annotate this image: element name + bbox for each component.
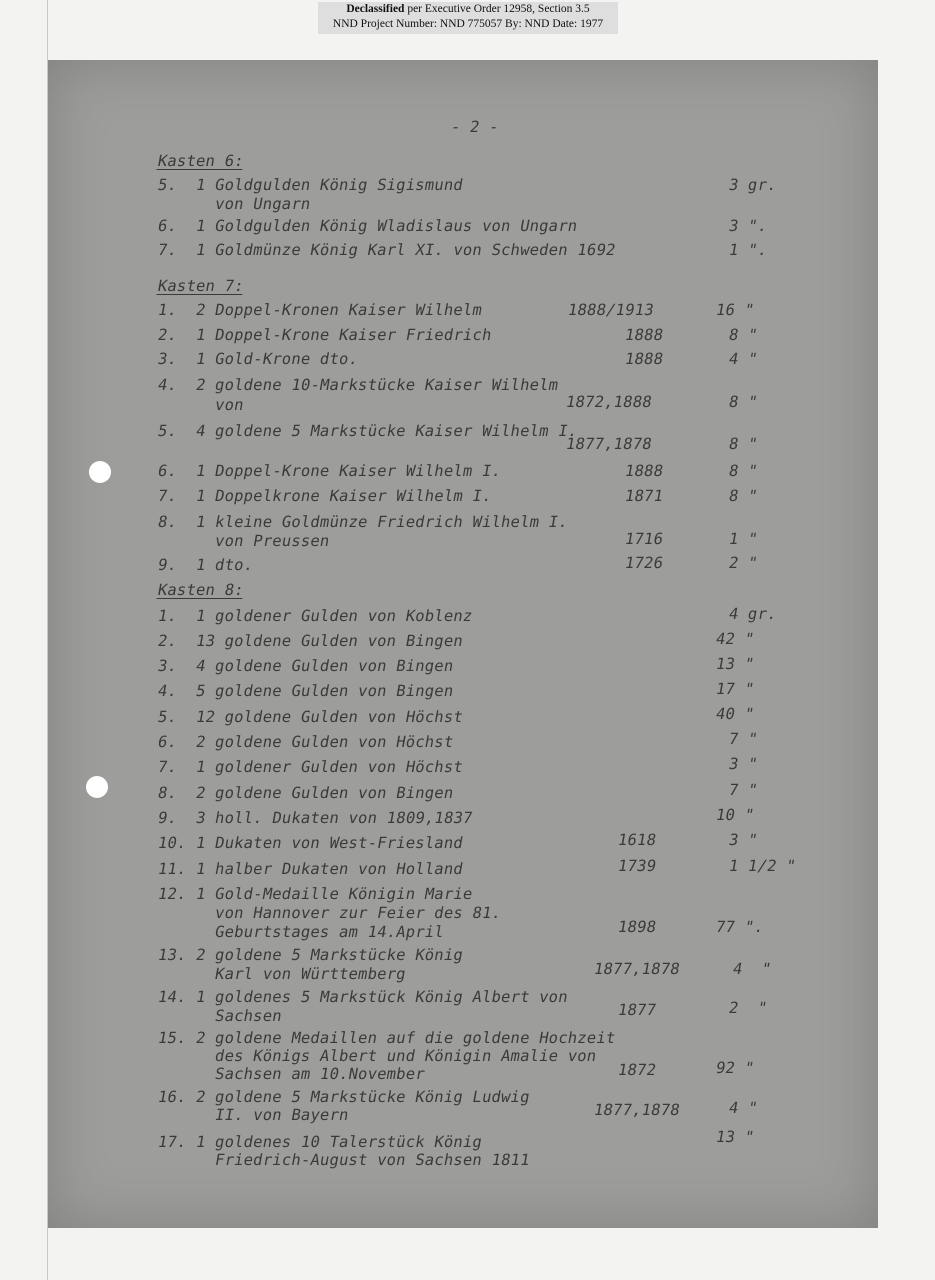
item-value: 7 " bbox=[727, 730, 760, 748]
item-year: 1888 bbox=[623, 350, 665, 368]
item-text: von Hannover zur Feier des 81. bbox=[156, 904, 503, 922]
item-value: 92 " bbox=[714, 1059, 756, 1077]
item-text: 8. 2 goldene Gulden von Bingen bbox=[156, 784, 456, 802]
item-text: 6. 2 goldene Gulden von Höchst bbox=[156, 733, 456, 751]
item-text: 15. 2 goldene Medaillen auf die goldene Hochzeit bbox=[156, 1029, 618, 1047]
item-text: 2. 1 Doppel-Krone Kaiser Friedrich bbox=[156, 326, 494, 344]
item-year: 1726 bbox=[623, 554, 665, 572]
item-value: 4 " bbox=[731, 960, 773, 978]
item-value: 8 " bbox=[727, 435, 760, 453]
item-value: 40 " bbox=[714, 705, 756, 723]
item-value: 8 " bbox=[727, 393, 760, 411]
item-text: 7. 1 Goldmünze König Karl XI. von Schweden 1692 bbox=[156, 241, 618, 259]
item-text: Sachsen am 10.November bbox=[156, 1065, 427, 1083]
item-year: 1877,1878 bbox=[592, 1101, 682, 1119]
item-year: 1716 bbox=[623, 530, 665, 548]
item-text: 17. 1 goldenes 10 Talerstück König bbox=[156, 1133, 484, 1151]
item-value: 10 " bbox=[714, 806, 756, 824]
section-heading: Kasten 8: bbox=[156, 581, 246, 599]
item-value: 13 " bbox=[714, 1128, 756, 1146]
item-text: 1. 2 Doppel-Kronen Kaiser Wilhelm bbox=[156, 301, 484, 319]
item-text: Geburtstages am 14.April bbox=[156, 923, 446, 941]
item-text: 13. 2 goldene 5 Markstücke König bbox=[156, 946, 465, 964]
item-text: 6. 1 Goldgulden König Wladislaus von Ungarn bbox=[156, 217, 579, 235]
item-value: 16 " bbox=[714, 301, 756, 319]
stamp-line-1 bbox=[318, 2, 618, 17]
item-text: 11. 1 halber Dukaten von Holland bbox=[156, 860, 465, 878]
item-text: 7. 1 Doppelkrone Kaiser Wilhelm I. bbox=[156, 487, 494, 505]
item-text: 5. 1 Goldgulden König Sigismund bbox=[156, 176, 465, 194]
item-text: 2. 13 goldene Gulden von Bingen bbox=[156, 632, 465, 650]
item-value: 8 " bbox=[727, 487, 760, 505]
item-value: 2 " bbox=[727, 554, 760, 572]
item-value: 2 " bbox=[727, 999, 769, 1017]
section-heading: Kasten 6: bbox=[156, 152, 246, 170]
item-value: 3 " bbox=[727, 831, 760, 849]
item-text: 4. 5 goldene Gulden von Bingen bbox=[156, 682, 456, 700]
item-value: 1 " bbox=[727, 530, 760, 548]
stamp-order: per Executive Order 12958, Section 3.5 bbox=[404, 3, 590, 15]
item-text: 3. 4 goldene Gulden von Bingen bbox=[156, 657, 456, 675]
item-year: 1872,1888 bbox=[564, 393, 654, 411]
item-text: des Königs Albert und Königin Amalie von bbox=[156, 1047, 599, 1065]
item-text: 14. 1 goldenes 5 Markstück König Albert von bbox=[156, 988, 570, 1006]
item-value: 42 " bbox=[714, 630, 756, 648]
item-year: 1739 bbox=[616, 857, 658, 875]
item-year: 1877,1878 bbox=[592, 960, 682, 978]
item-text: 9. 1 dto. bbox=[156, 556, 255, 574]
item-text: 1. 1 goldener Gulden von Koblenz bbox=[156, 607, 475, 625]
item-value: 8 " bbox=[727, 326, 760, 344]
item-value: 4 " bbox=[727, 350, 760, 368]
item-year: 1888 bbox=[623, 462, 665, 480]
item-value: 13 " bbox=[714, 655, 756, 673]
item-text: 16. 2 goldene 5 Markstücke König Ludwig bbox=[156, 1088, 532, 1106]
item-year: 1871 bbox=[623, 487, 665, 505]
section-heading: Kasten 7: bbox=[156, 277, 246, 295]
item-text: Friedrich-August von Sachsen 1811 bbox=[156, 1151, 532, 1169]
item-text: 5. 4 goldene 5 Markstücke Kaiser Wilhelm I. bbox=[156, 422, 579, 440]
item-text: von Preussen bbox=[156, 532, 332, 550]
item-text: 12. 1 Gold-Medaille Königin Marie bbox=[156, 885, 475, 903]
item-year: 1888/1913 bbox=[566, 301, 656, 319]
punch-hole-top bbox=[89, 461, 111, 483]
item-text: 4. 2 goldene 10-Markstücke Kaiser Wilhelm bbox=[156, 376, 560, 394]
item-text: Sachsen bbox=[156, 1007, 284, 1025]
item-value: 77 ". bbox=[714, 918, 766, 936]
item-value: 1 ". bbox=[727, 241, 769, 259]
item-year: 1877,1878 bbox=[564, 435, 654, 453]
declassification-stamp bbox=[318, 2, 618, 34]
item-value: 3 " bbox=[727, 755, 760, 773]
item-text: 8. 1 kleine Goldmünze Friedrich Wilhelm I. bbox=[156, 513, 570, 531]
item-value: 17 " bbox=[714, 680, 756, 698]
item-text: 9. 3 holl. Dukaten von 1809,1837 bbox=[156, 809, 475, 827]
page-number: - 2 - bbox=[449, 118, 501, 136]
item-value: 4 gr. bbox=[727, 605, 779, 623]
item-text: von Ungarn bbox=[156, 195, 313, 213]
item-text: 7. 1 goldener Gulden von Höchst bbox=[156, 758, 465, 776]
item-value: 1 1/2 " bbox=[727, 857, 798, 875]
item-text: 6. 1 Doppel-Krone Kaiser Wilhelm I. bbox=[156, 462, 503, 480]
item-text: 10. 1 Dukaten von West-Friesland bbox=[156, 834, 465, 852]
item-year: 1877 bbox=[616, 1001, 658, 1019]
punch-hole-bottom bbox=[86, 776, 108, 798]
stamp-declassified: Declassified bbox=[346, 3, 405, 15]
item-value: 7 " bbox=[727, 781, 760, 799]
item-value: 3 gr. bbox=[727, 176, 779, 194]
item-value: 4 " bbox=[727, 1099, 760, 1117]
item-value: 3 ". bbox=[727, 217, 769, 235]
item-value: 8 " bbox=[727, 462, 760, 480]
item-year: 1872 bbox=[616, 1061, 658, 1079]
item-text: 3. 1 Gold-Krone dto. bbox=[156, 350, 360, 368]
item-year: 1898 bbox=[616, 918, 658, 936]
item-text: 5. 12 goldene Gulden von Höchst bbox=[156, 708, 465, 726]
stamp-line-2: NND Project Number: NND 775057 By: NND Date: 1977 bbox=[332, 18, 604, 30]
item-year: 1888 bbox=[623, 326, 665, 344]
item-text: Karl von Württemberg bbox=[156, 965, 408, 983]
item-year: 1618 bbox=[616, 831, 658, 849]
item-text: II. von Bayern bbox=[156, 1106, 351, 1124]
item-text: von bbox=[156, 396, 246, 414]
